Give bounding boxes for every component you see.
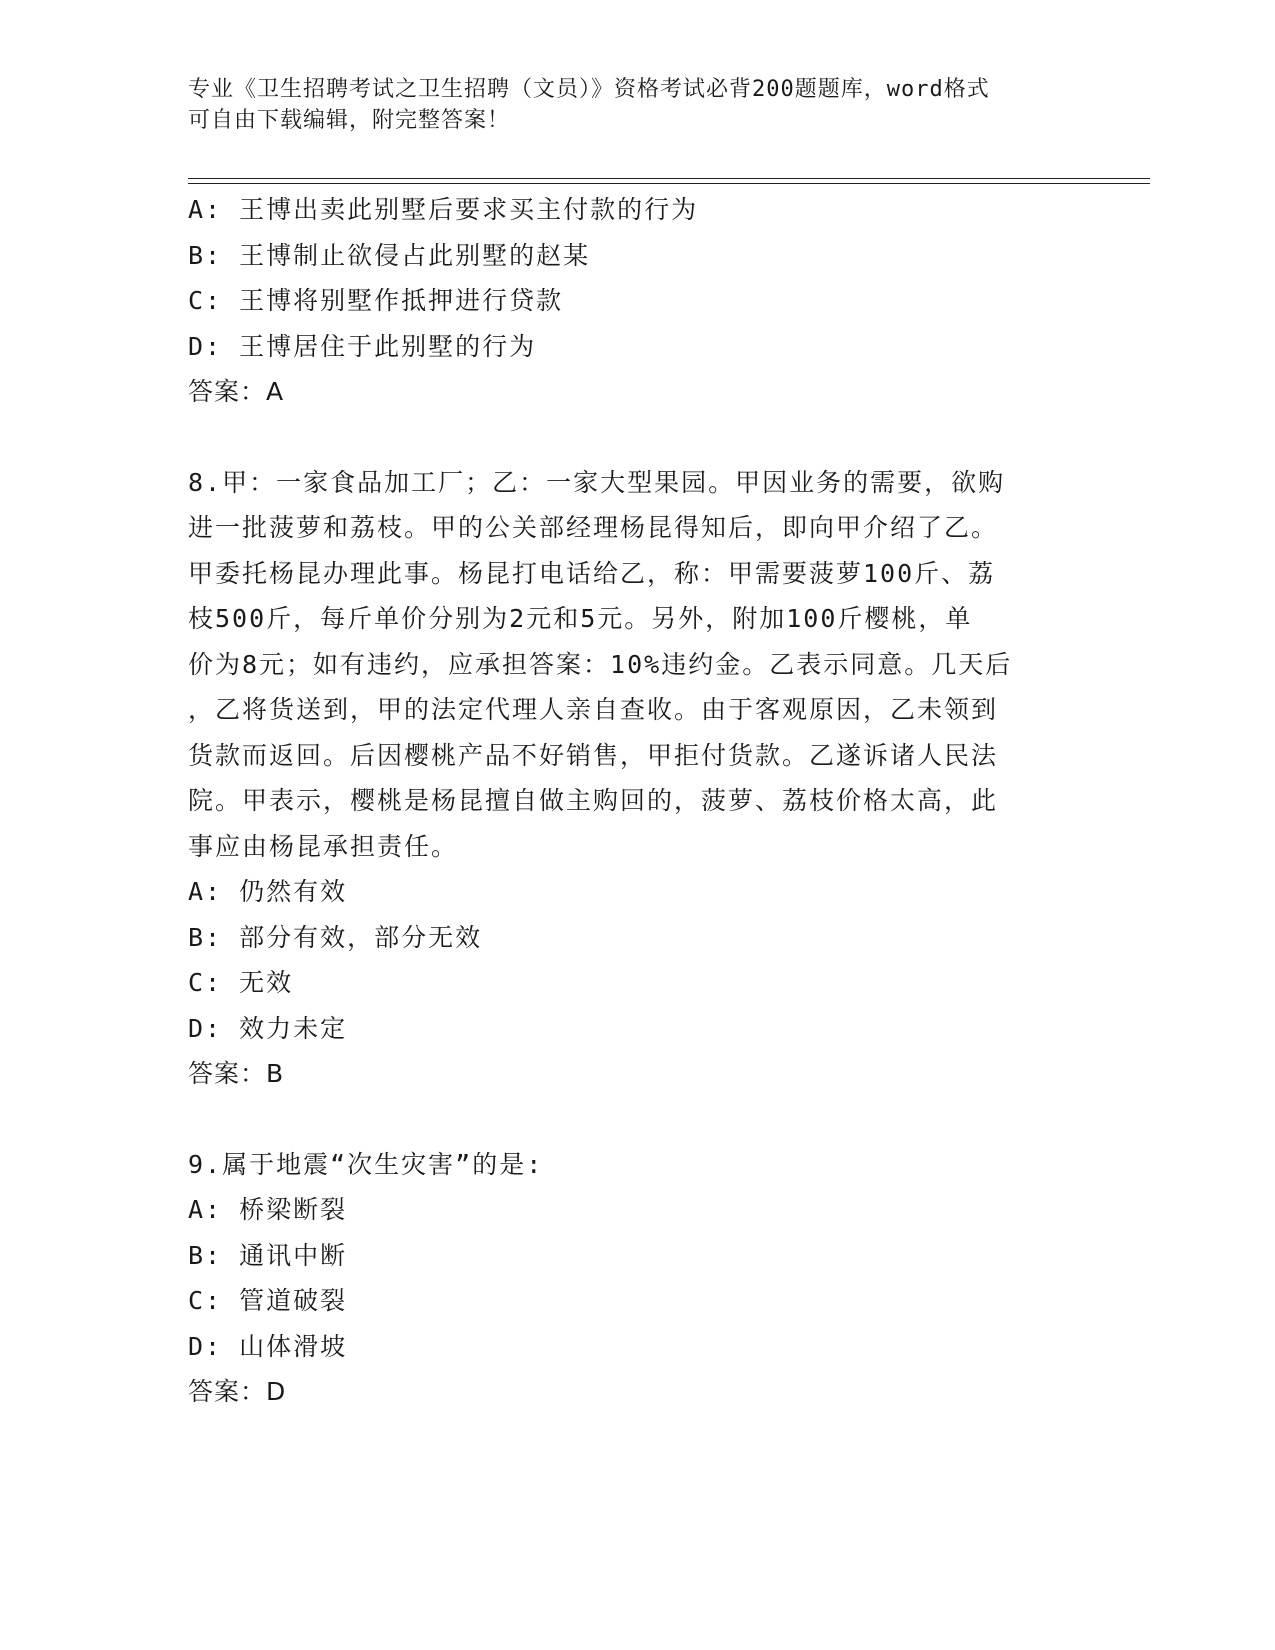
question-9 <box>188 1142 1088 1415</box>
option-d: D: 山体滑坡 <box>188 1331 348 1361</box>
question-stem-line: 事应由杨昆承担责任。 <box>188 831 459 861</box>
option-b: B: 部分有效，部分无效 <box>188 922 483 952</box>
question-stem-line: 价为8元；如有违约，应承担答案：10%违约金。乙表示同意。几天后 <box>188 649 1013 679</box>
question-stem: 9.属于地震“次生灾害”的是: <box>188 1149 544 1179</box>
answer: 答案：B <box>188 1059 285 1088</box>
option-d: D: 王博居住于此别墅的行为 <box>188 331 537 361</box>
option-b: B: 王博制止欲侵占此别墅的赵某 <box>188 240 591 270</box>
header-divider-top <box>188 178 1150 179</box>
document-header <box>188 74 1068 136</box>
option-a: A: 王博出卖此别墅后要求买主付款的行为 <box>188 195 699 224</box>
question-content <box>188 187 1088 1415</box>
option-a: A: 桥梁断裂 <box>188 1195 348 1224</box>
question-stem-line: 货款而返回。后因樱桃产品不好销售，甲拒付货款。乙遂诉诸人民法 <box>188 740 999 770</box>
question-7 <box>188 187 1088 415</box>
spacer <box>188 415 1088 460</box>
question-stem-line: ，乙将货送到，甲的法定代理人亲自查收。由于客观原因，乙未领到 <box>188 695 999 724</box>
option-c: C: 王博将别墅作抵押进行贷款 <box>188 286 564 315</box>
answer: 答案：A <box>188 377 285 406</box>
header-line-1: 专业《卫生招聘考试之卫生招聘（文员）》资格考试必背200题题库，word格式 <box>188 77 990 102</box>
question-stem-line: 枝500斤，每斤单价分别为2元和5元。另外，附加100斤樱桃，单 <box>188 604 973 633</box>
option-d: D: 效力未定 <box>188 1013 348 1043</box>
answer: 答案：D <box>188 1377 287 1406</box>
option-b: B: 通讯中断 <box>188 1240 348 1270</box>
question-stem-line: 进一批菠萝和荔枝。甲的公关部经理杨昆得知后，即向甲介绍了乙。 <box>188 513 999 542</box>
header-divider-bottom <box>188 183 1150 184</box>
question-stem-line: 甲委托杨昆办理此事。杨昆打电话给乙，称：甲需要菠萝100斤、荔 <box>188 558 996 588</box>
spacer <box>188 1097 1088 1142</box>
question-stem-line: 院。甲表示，樱桃是杨昆擅自做主购回的，菠萝、荔枝价格太高，此 <box>188 786 999 815</box>
question-8 <box>188 460 1088 1097</box>
question-stem-line: 8.甲：一家食品加工厂；乙：一家大型果园。甲因业务的需要，欲购 <box>188 467 1006 497</box>
option-c: C: 管道破裂 <box>188 1286 348 1315</box>
header-line-2: 可自由下载编辑，附完整答案！ <box>188 108 511 133</box>
option-a: A: 仍然有效 <box>188 877 348 906</box>
option-c: C: 无效 <box>188 968 294 997</box>
